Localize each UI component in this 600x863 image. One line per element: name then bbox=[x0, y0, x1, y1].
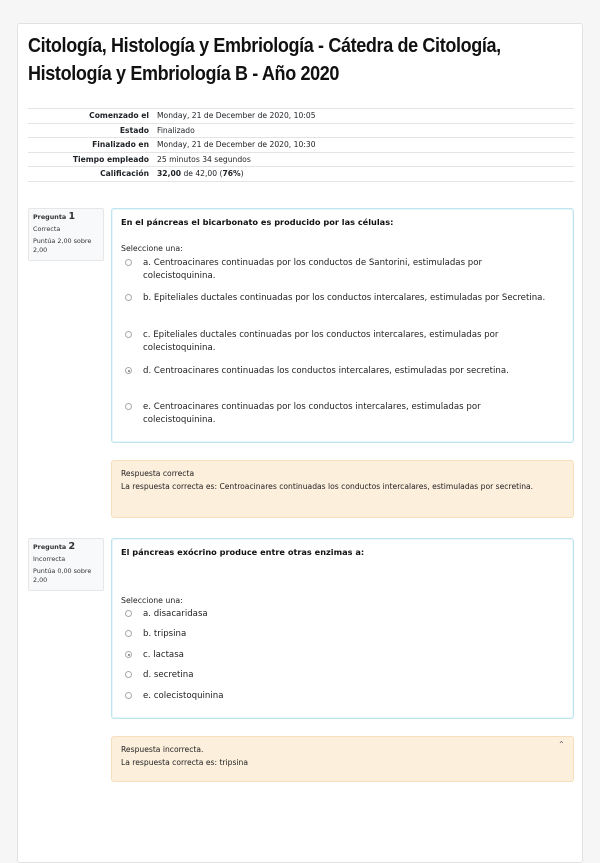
radio-button-selected[interactable] bbox=[125, 367, 132, 374]
answer-label: d. secretina bbox=[143, 670, 194, 680]
answer-label: a. disacaridasa bbox=[143, 609, 208, 619]
summary-row bbox=[28, 109, 574, 124]
radio-button[interactable] bbox=[125, 403, 132, 410]
radio-button[interactable] bbox=[125, 610, 132, 617]
question-mark: Puntúa 0,00 sobre 2,00 bbox=[33, 567, 92, 584]
chevron-up-icon[interactable]: ⌃ bbox=[558, 740, 565, 749]
summary-label: Comenzado el bbox=[28, 109, 153, 124]
page-container bbox=[17, 23, 583, 863]
answer-label: b. Epiteliales ductales continuadas por los conductos intercalares, estimuladas por Secretina. bbox=[143, 293, 546, 303]
summary-label: Tiempo empleado bbox=[28, 152, 153, 167]
answer-option-c[interactable] bbox=[125, 649, 555, 662]
question-prefix: Pregunta bbox=[33, 543, 69, 551]
grade-label: Calificación bbox=[28, 167, 153, 182]
feedback-correct-answer: La respuesta correcta es: tripsina bbox=[121, 758, 249, 767]
question-state: Incorrecta bbox=[33, 554, 66, 563]
answer-label: e. Centroacinares continuadas por los conductos intercalares, estimuladas por colecistoquinina. bbox=[143, 402, 481, 425]
answer-option-a[interactable] bbox=[125, 257, 555, 282]
question-text: El páncreas exócrino produce entre otras enzimas a: bbox=[121, 547, 365, 557]
question-info bbox=[28, 208, 104, 261]
answer-label: c. Epiteliales ductales continuadas por los conductos intercalares, estimuladas por colecistoquinina. bbox=[143, 330, 499, 353]
answer-option-d[interactable] bbox=[125, 365, 555, 378]
question-prefix: Pregunta bbox=[33, 213, 69, 221]
answer-label: d. Centroacinares continuadas los conductos intercalares, estimuladas por secretina. bbox=[143, 366, 509, 376]
summary-value: Monday, 21 de December de 2020, 10:30 bbox=[153, 138, 574, 153]
answer-prompt: Seleccione una: bbox=[121, 244, 183, 253]
radio-button[interactable] bbox=[125, 630, 132, 637]
radio-button[interactable] bbox=[125, 331, 132, 338]
feedback-correct-answer: La respuesta correcta es: Centroacinares continuadas los conductos intercalares, estimuladas por secretina. bbox=[121, 482, 534, 491]
question-number-value: 1 bbox=[68, 211, 76, 222]
answer-option-c[interactable] bbox=[125, 329, 555, 354]
answer-option-e[interactable] bbox=[125, 401, 555, 426]
answer-option-a[interactable] bbox=[125, 608, 555, 621]
question-text: En el páncreas el bicarbonato es producido por las células: bbox=[121, 217, 394, 227]
answer-option-b[interactable] bbox=[125, 628, 555, 641]
grade-value bbox=[153, 167, 574, 182]
radio-button[interactable] bbox=[125, 692, 132, 699]
radio-button[interactable] bbox=[125, 259, 132, 266]
radio-button[interactable] bbox=[125, 294, 132, 301]
question-number bbox=[33, 213, 99, 222]
question-state: Correcta bbox=[33, 224, 61, 233]
question-mark: Puntúa 2,00 sobre 2,00 bbox=[33, 237, 92, 254]
answer-label: b. tripsina bbox=[143, 629, 187, 639]
summary-value: Finalizado bbox=[153, 123, 574, 138]
feedback-status: Respuesta correcta bbox=[121, 469, 195, 478]
summary-value: Monday, 21 de December de 2020, 10:05 bbox=[153, 109, 574, 124]
answer-prompt: Seleccione una: bbox=[121, 596, 183, 605]
question-content bbox=[111, 538, 574, 719]
attempt-summary-table bbox=[28, 108, 574, 182]
answer-option-b[interactable] bbox=[125, 292, 555, 305]
page-title: Citología, Histología y Embriología - Cátedra de Citología, Histología y Embriología B - Año 2020 bbox=[28, 35, 501, 85]
summary-row bbox=[28, 138, 574, 153]
answer-label: c. lactasa bbox=[143, 650, 184, 660]
summary-row-grade bbox=[28, 167, 574, 182]
grade-close: ) bbox=[240, 169, 244, 179]
answer-option-e[interactable] bbox=[125, 690, 555, 703]
radio-button[interactable] bbox=[125, 671, 132, 678]
answer-option-d[interactable] bbox=[125, 669, 555, 682]
summary-row bbox=[28, 123, 574, 138]
question-feedback bbox=[111, 736, 574, 782]
question-number-value: 2 bbox=[68, 541, 76, 552]
summary-label: Finalizado en bbox=[28, 138, 153, 153]
summary-value: 25 minutos 34 segundos bbox=[153, 152, 574, 167]
feedback-status: Respuesta incorrecta. bbox=[121, 745, 204, 754]
question-feedback bbox=[111, 460, 574, 518]
grade-percent: 76% bbox=[222, 169, 241, 179]
summary-row bbox=[28, 152, 574, 167]
grade-of: de 42,00 ( bbox=[181, 169, 223, 179]
summary-label: Estado bbox=[28, 123, 153, 138]
grade-score: 32,00 bbox=[157, 169, 182, 179]
answer-label: a. Centroacinares continuadas por los conductos de Santorini, estimuladas por colecistoquinina. bbox=[143, 258, 483, 281]
question-number bbox=[33, 543, 99, 552]
question-content bbox=[111, 208, 574, 443]
radio-button-selected[interactable] bbox=[125, 651, 132, 658]
question-info bbox=[28, 538, 104, 591]
answer-label: e. colecistoquinina bbox=[143, 691, 224, 701]
